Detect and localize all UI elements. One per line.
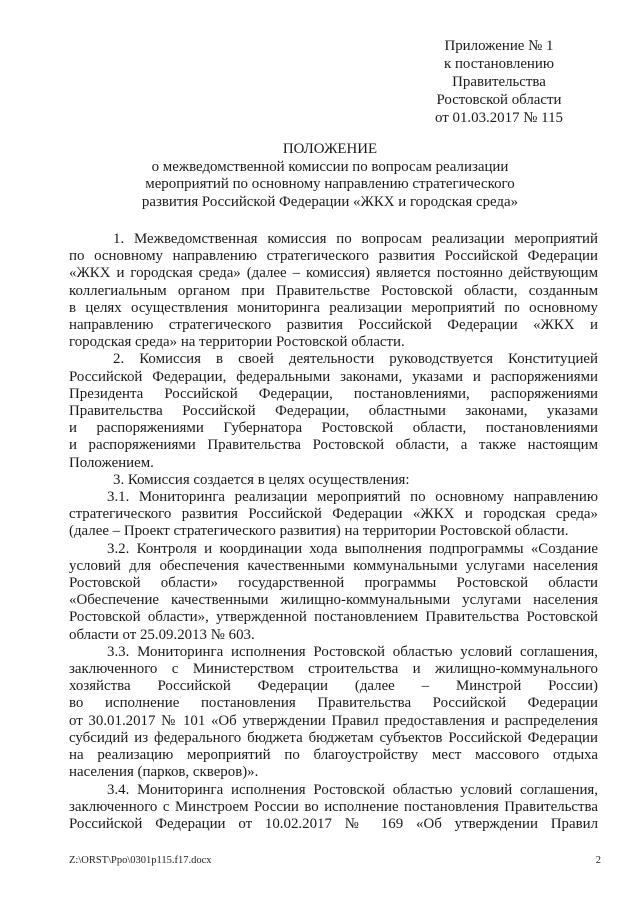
paragraph-line: Ростовской области», утвержденной постановлением Правительства Ростовской	[69, 609, 598, 626]
resolution-date-number: от 01.03.2017 № 115	[435, 110, 563, 126]
paragraph-line: заключенного с Минстроем России во исполнение постановления Правительства	[69, 798, 598, 815]
paragraph-line: населения (парков, скверов)».	[69, 764, 259, 781]
clause-3-3	[69, 644, 598, 782]
paragraph-line: условий для обеспечения качественными коммунальными услугами населения	[69, 557, 598, 574]
paragraph-line: 3. Комиссия создается в целях осуществления:	[113, 471, 410, 488]
paragraph-line: Российской Федерации от 10.02.2017 № 169 «Об утверждении Правил	[69, 815, 598, 832]
title-subtitle-line: развития Российской Федерации «ЖКХ и городская среда»	[141, 193, 519, 210]
paragraph-line: Ростовской области» государственной программы Ростовской области	[69, 575, 598, 592]
paragraph-line: области от 25.09.2013 № 603.	[69, 626, 255, 643]
title-subtitle-line: о межведомственной комиссии по вопросам реализации	[151, 158, 509, 175]
paragraph-line: Российской Федерации, федеральными законами, указами и распоряжениями	[69, 368, 598, 385]
paragraph-line: 2. Комиссия в своей деятельности руководствуется Конституцией	[113, 351, 598, 368]
clause-3-4	[69, 782, 598, 834]
clause-1	[69, 231, 598, 351]
page-number: 2	[595, 855, 601, 866]
paragraph-line: хозяйства Российской Федерации (далее – Минстрой России)	[69, 678, 598, 695]
paragraph-line: от 30.01.2017 № 101 «Об утверждении Правил предоставления и распределения	[69, 712, 598, 729]
paragraph-line: коллегиальным органом при Правительстве Ростовской области, созданным	[69, 282, 598, 299]
paragraph-line: Правительства Российской Федерации, областными законами, указами	[69, 403, 598, 420]
paragraph-line: Президента Российской Федерации, постановлениями, распоряжениями	[69, 385, 598, 402]
clause-3-2	[69, 541, 598, 644]
appendix-label: Приложение № 1	[444, 38, 554, 54]
paragraph-line: во исполнение постановления Правительства Российской Федерации	[69, 695, 598, 712]
government-reference: Правительства	[452, 74, 546, 90]
clause-3-1	[69, 489, 598, 541]
document-body	[69, 231, 598, 833]
paragraph-line: по основному направлению стратегического развития Российской Федерации	[69, 248, 598, 265]
paragraph-line: направлению стратегического развития Российской Федерации «ЖКХ и	[69, 317, 598, 334]
clause-2	[69, 351, 598, 471]
paragraph-line: 3.3. Мониторинга исполнения Ростовской областью условий соглашения,	[107, 643, 598, 660]
paragraph-line: в целях осуществления мониторинга реализации мероприятий по основному	[69, 299, 598, 316]
paragraph-line: Положением.	[69, 454, 154, 471]
title-subtitle-line: мероприятий по основному направлению стратегического	[145, 176, 515, 193]
paragraph-line: на реализацию мероприятий по благоустройству мест массового отдыха	[69, 747, 598, 764]
paragraph-line: (далее – Проект стратегического развития) на территории Ростовской области.	[69, 523, 569, 540]
paragraph-line: и распоряжениями Правительства Ростовской области, а также настоящим	[69, 437, 598, 454]
document-title: ПОЛОЖЕНИЕ	[282, 141, 378, 157]
paragraph-line: заключенного с Министерством строительства и жилищно-коммунального	[69, 661, 598, 678]
paragraph-line: городская среда» на территории Ростовской области.	[69, 334, 405, 351]
paragraph-line: субсидий из федерального бюджета бюджетам субъектов Российской Федерации	[69, 729, 598, 746]
footer-file-path: Z:\ORST\Ppo\0301p115.f17.docx	[69, 855, 212, 866]
paragraph-line: «Обеспечение качественными жилищно-коммунальными услугами населения	[69, 592, 598, 609]
appendix-header	[414, 37, 584, 127]
paragraph-line: 3.4. Мониторинга исполнения Ростовской областью условий соглашения,	[107, 781, 598, 798]
paragraph-line: 3.2. Контроля и координации хода выполнения подпрограммы «Создание	[107, 540, 598, 557]
paragraph-line: 1. Межведомственная комиссия по вопросам реализации мероприятий	[113, 231, 598, 247]
paragraph-line: стратегического развития Российской Федерации «ЖКХ и городская среда»	[69, 506, 598, 523]
clause-3	[69, 472, 598, 489]
resolution-reference: к постановлению	[443, 56, 554, 72]
page-footer	[69, 855, 601, 867]
paragraph-line: и распоряжениями Губернатора Ростовской области, постановлениями	[69, 420, 598, 437]
paragraph-line: «ЖКХ и городская среда» (далее – комиссия) является постоянно действующим	[69, 265, 598, 282]
paragraph-line: 3.1. Мониторинга реализации мероприятий по основному направлению	[107, 489, 598, 506]
region-reference: Ростовской области	[436, 92, 562, 108]
document-title-block	[62, 141, 598, 211]
